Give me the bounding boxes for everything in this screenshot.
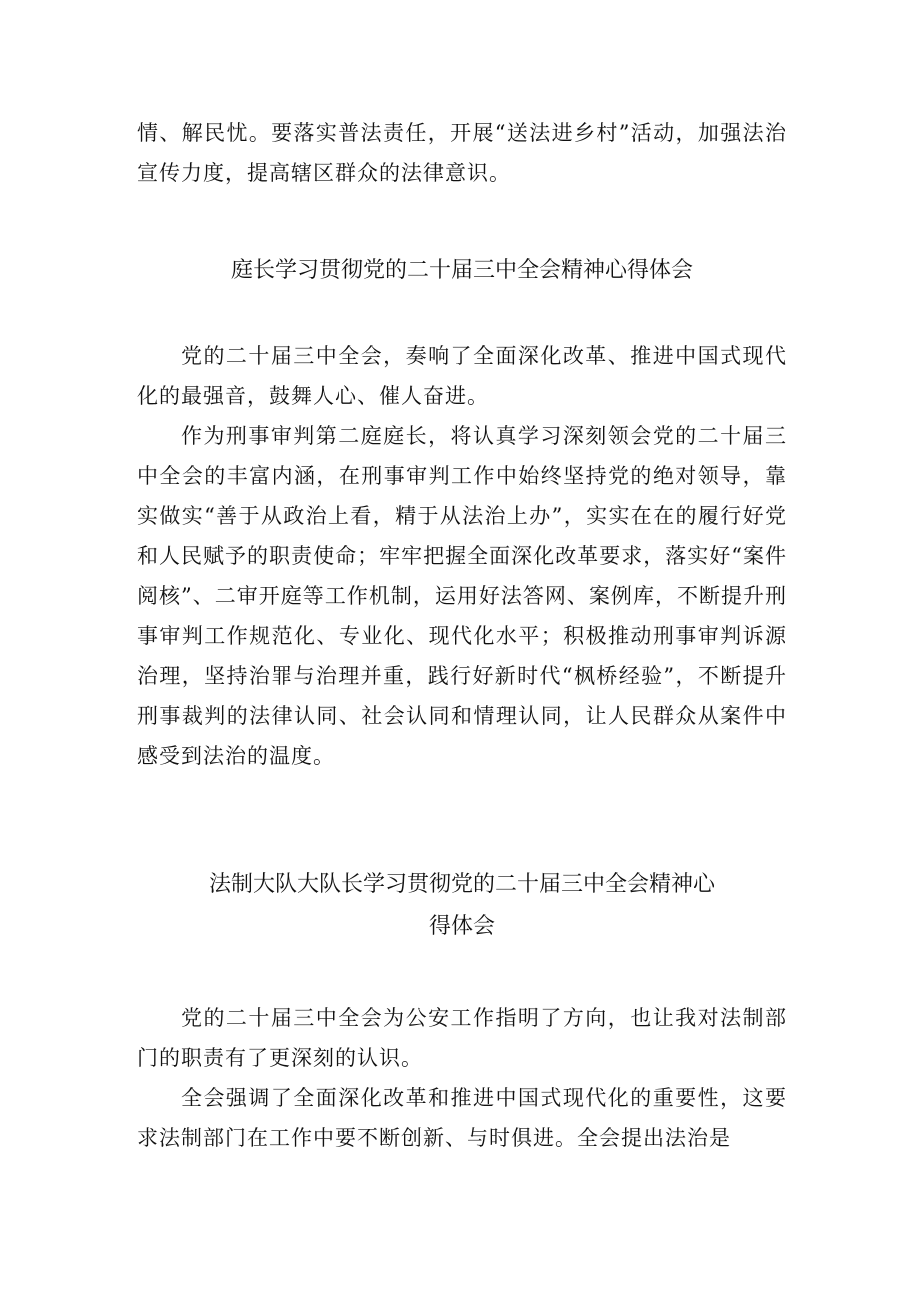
section1-title-text: 庭长学习贯彻党的二十届三中全会精神心得体会 xyxy=(230,258,693,283)
paragraph: 情、解民忧。要落实普法责任，开展“送法进乡村”活动，加强法治宣传力度，提高辖区群众的法律意识。 xyxy=(137,121,787,185)
paragraph: 作为刑事审判第二庭庭长，将认真学习深刻领会党的二十届三中全会的丰富内涵，在刑事审判工作中始终坚持党的绝对领导，靠实做实“善于从政治上看，精于从法治上办”，实实在在的履行好党和人民赋予的职责使命；牢牢把握全面深化改革要求，落实好“案件阅核”、二审开庭等工作机制，运用好法答网、案例库，不断提升刑事审判工作规范化、专业化、现代化水平；积极推动刑事审判诉源治理，坚持治罪与治理并重，践行好新时代“枫桥经验”，不断提升刑事裁判的法律认同、社会认同和情理认同，让人民群众从案件中感受到法治的温度。 xyxy=(137,424,787,768)
top-continuation xyxy=(137,113,787,193)
paragraph: 党的二十届三中全会，奏响了全面深化改革、推进中国式现代化的最强音，鼓舞人心、催人奋进。 xyxy=(137,344,787,408)
section2-title-line1: 法制大队大队长学习贯彻党的二十届三中全会精神心 xyxy=(208,872,715,897)
section1-body xyxy=(137,336,787,776)
section1-title xyxy=(137,250,787,292)
section2-title xyxy=(137,864,787,948)
paragraph: 全会强调了全面深化改革和推进中国式现代化的重要性，这要求法制部门在工作中要不断创新、与时俱进。全会提出法治是 xyxy=(137,1086,787,1150)
paragraph: 党的二十届三中全会为公安工作指明了方向，也让我对法制部门的职责有了更深刻的认识。 xyxy=(137,1006,787,1070)
section2-title-line2: 得体会 xyxy=(428,914,495,939)
section2-body xyxy=(137,998,787,1158)
